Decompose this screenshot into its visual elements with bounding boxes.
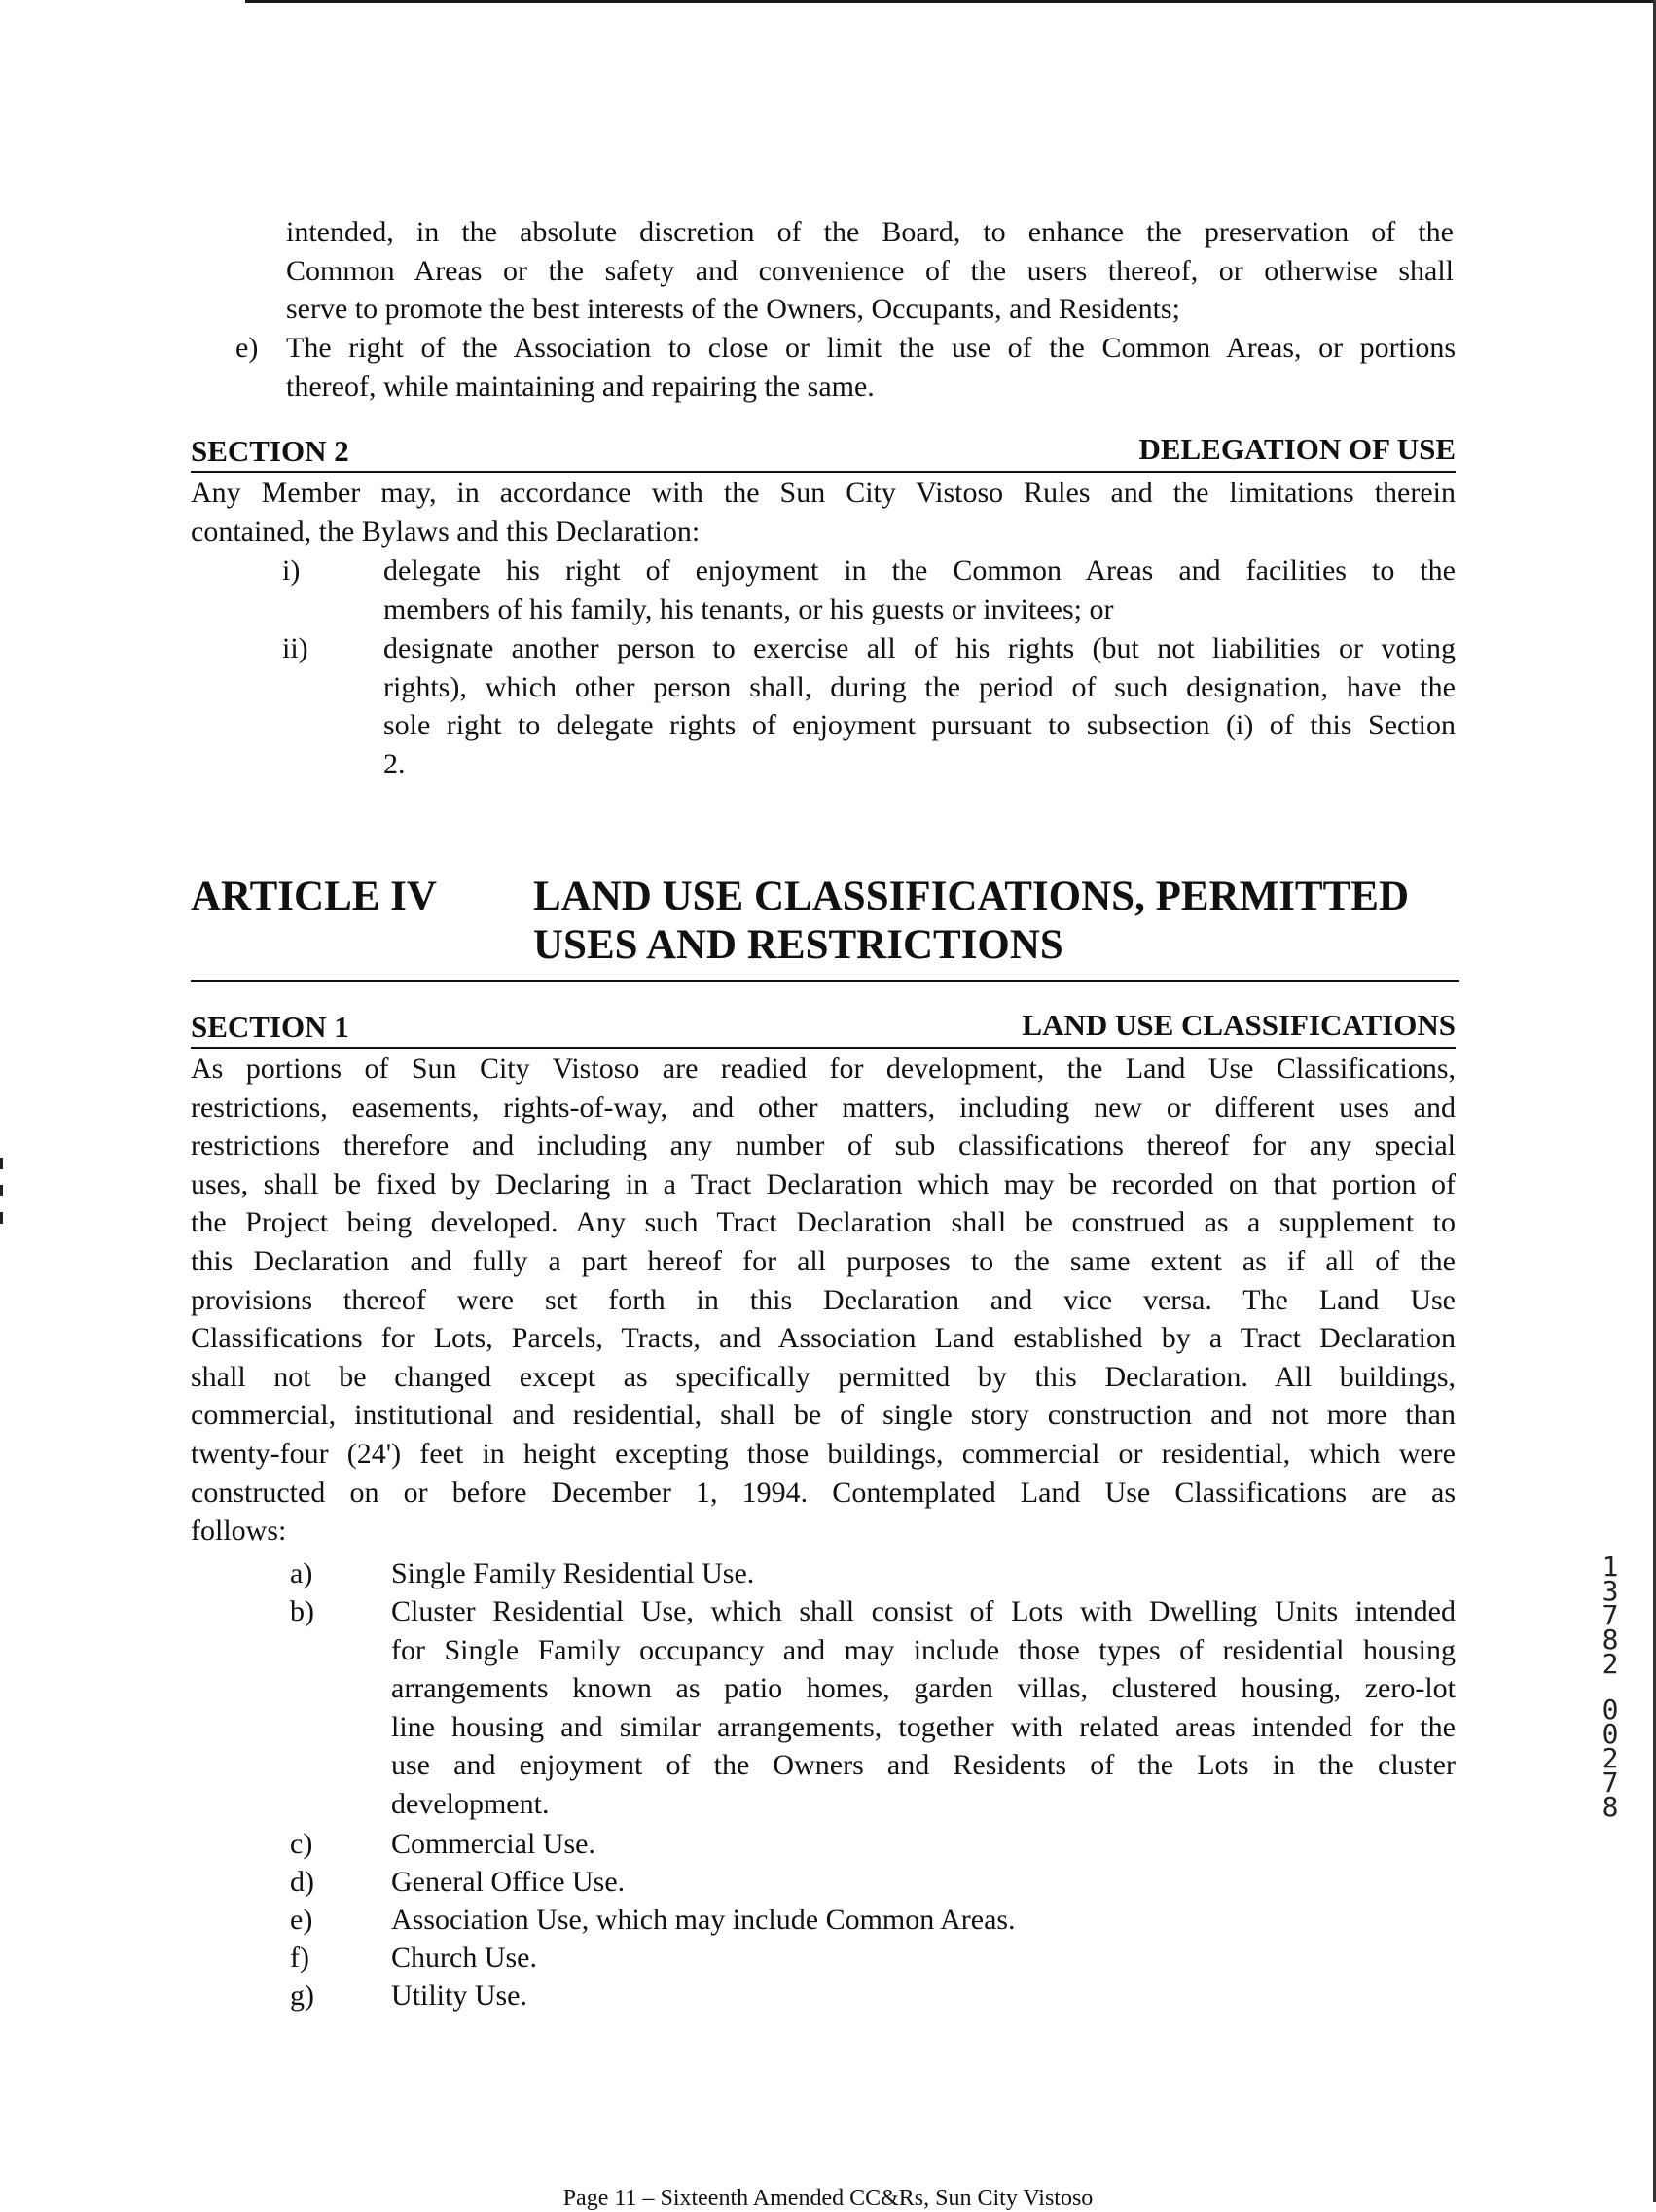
section-2-heading <box>191 428 1456 473</box>
text-line: shall not be changed except as specifically permitted by this Declaration. All buildings, <box>191 1360 1456 1393</box>
text-line: thereof, while maintaining and repairing the same. <box>286 370 875 403</box>
text-line: restrictions therefore and including any number of sub classifications thereof for any special <box>191 1129 1456 1162</box>
text-line: follows: <box>191 1515 287 1548</box>
article-title-line: LAND USE CLASSIFICATIONS, PERMITTED <box>533 874 1409 919</box>
list-item-i <box>282 552 1456 629</box>
text-line: As portions of Sun City Vistoso are readied for development, the Land Use Classifications, <box>191 1052 1456 1085</box>
section-label: SECTION 2 <box>191 434 349 468</box>
text-line: The right of the Association to close or limit the use of the Common Areas, or portions <box>286 332 1456 364</box>
section-1-paragraph <box>191 1050 1456 1551</box>
intro-paragraph <box>286 213 1454 329</box>
text-line: Single Family Residential Use. <box>391 1557 755 1589</box>
stamp-digit: 1 <box>1602 1551 1619 1583</box>
text-line: commercial, institutional and residential, shall be of single story construction and not more than <box>191 1399 1456 1432</box>
text-line: sole right to delegate rights of enjoyment pursuant to subsection (i) of this Section <box>383 709 1456 742</box>
stamp-digit: 0 <box>1602 1694 1619 1726</box>
list-item-d <box>290 1863 1456 1902</box>
article-number: ARTICLE IV <box>191 874 437 919</box>
text-line: designate another person to exercise all of his rights (but not liabilities or voting <box>383 632 1456 664</box>
text-line: for Single Family occupancy and may include those types of residential housing <box>391 1633 1456 1666</box>
text-line: the Project being developed. Any such Tract Declaration shall be construed as a supplement to <box>191 1206 1456 1239</box>
stamp-digit: 3 <box>1602 1575 1619 1607</box>
text-line: arrangements known as patio homes, garden villas, clustered housing, zero-lot <box>391 1672 1456 1705</box>
text-line: Cluster Residential Use, which shall consist of Lots with Dwelling Units intended <box>391 1595 1456 1627</box>
text-line: provisions thereof were set forth in this Declaration and vice versa. The Land Use <box>191 1283 1456 1316</box>
text-line: members of his family, his tenants, or his guests or invitees; or <box>383 592 1114 625</box>
section-1-heading <box>191 1004 1456 1049</box>
stamp-digit: 2 <box>1602 1742 1619 1774</box>
list-item-f <box>290 1939 1456 1978</box>
list-marker: e) <box>290 1904 313 1936</box>
list-item-c <box>290 1825 1456 1864</box>
text-line: Utility Use. <box>391 1980 527 2012</box>
scan-mark-left <box>0 1185 3 1196</box>
page-footer: Page 11 – Sixteenth Amended CC&Rs, Sun City Vistoso <box>562 2186 1094 2211</box>
article-title-line: USES AND RESTRICTIONS <box>533 922 1063 968</box>
list-marker: c) <box>290 1828 313 1860</box>
scan-mark-left <box>0 1158 3 1169</box>
text-line: Church Use. <box>391 1942 537 1974</box>
text-line: Any Member may, in accordance with the Sun City Vistoso Rules and the limitations therein <box>191 477 1456 509</box>
text-line: Commercial Use. <box>391 1828 595 1860</box>
list-item-g <box>290 1977 1456 2016</box>
text-line: use and enjoyment of the Owners and Residents of the Lots in the cluster <box>391 1749 1456 1782</box>
list-marker: g) <box>290 1980 314 2012</box>
text-line: delegate his right of enjoyment in the Common Areas and facilities to the <box>383 554 1456 587</box>
text-line: this Declaration and fully a part hereof for all purposes to the same extent as if all of the <box>191 1244 1456 1277</box>
text-line: Common Areas or the safety and convenience of the users thereof, or otherwise shall <box>286 254 1454 287</box>
list-marker: a) <box>290 1557 313 1589</box>
text-line: restrictions, easements, rights-of-way, and other matters, including new or different uses and <box>191 1090 1456 1124</box>
stamp-digit: 0 <box>1602 1718 1619 1750</box>
list-marker: d) <box>290 1866 314 1898</box>
stamp-digit: 7 <box>1602 1599 1619 1631</box>
text-line: 2. <box>383 747 406 780</box>
scan-mark-left <box>0 1212 3 1224</box>
list-marker: i) <box>282 554 301 587</box>
stamp-digit: 8 <box>1602 1791 1619 1823</box>
list-marker: e) <box>235 332 259 364</box>
list-marker: b) <box>290 1595 314 1627</box>
list-marker: ii) <box>282 632 308 664</box>
text-line: intended, in the absolute discretion of the Board, to enhance the preservation of the <box>286 216 1454 248</box>
list-item-a <box>290 1554 1456 1593</box>
text-line: constructed on or before December 1, 1994. Contemplated Land Use Classifications are as <box>191 1476 1456 1509</box>
text-line: Classifications for Lots, Parcels, Tracts, and Association Land established by a Tract Declaration <box>191 1322 1456 1355</box>
text-line: rights), which other person shall, during the period of such designation, have the <box>383 670 1456 703</box>
text-line: development. <box>391 1787 550 1820</box>
list-item-b <box>290 1592 1456 1826</box>
list-item-e <box>235 329 1456 407</box>
article-title <box>533 873 1409 970</box>
text-line: twenty-four (24') feet in height excepting those buildings, commercial or residential, which were <box>191 1437 1456 1470</box>
text-line: serve to promote the best interests of the Owners, Occupants, and Residents; <box>286 293 1180 326</box>
text-line: line housing and similar arrangements, together with related areas intended for the <box>391 1710 1456 1743</box>
scan-border-top <box>245 0 1656 3</box>
text-line: contained, the Bylaws and this Declaration: <box>191 515 701 548</box>
recording-number-stamp <box>1594 1551 1627 1823</box>
list-item-ii <box>282 629 1456 785</box>
article-heading <box>191 871 1459 982</box>
list-marker: f) <box>290 1942 309 1974</box>
list-item-e2 <box>290 1901 1456 1940</box>
stamp-digit: 8 <box>1602 1623 1619 1656</box>
text-line: General Office Use. <box>391 1866 626 1898</box>
text-line: uses, shall be fixed by Declaring in a Tract Declaration which may be recorded on that portion of <box>191 1167 1456 1200</box>
stamp-digit: 2 <box>1602 1648 1619 1680</box>
section-title: DELEGATION OF USE <box>1138 432 1456 466</box>
section-title: LAND USE CLASSIFICATIONS <box>1022 1008 1456 1042</box>
stamp-digit: 7 <box>1602 1766 1619 1799</box>
section-2-intro <box>191 474 1456 551</box>
section-label: SECTION 1 <box>191 1010 349 1044</box>
text-line: Association Use, which may include Common Areas. <box>391 1904 1016 1936</box>
